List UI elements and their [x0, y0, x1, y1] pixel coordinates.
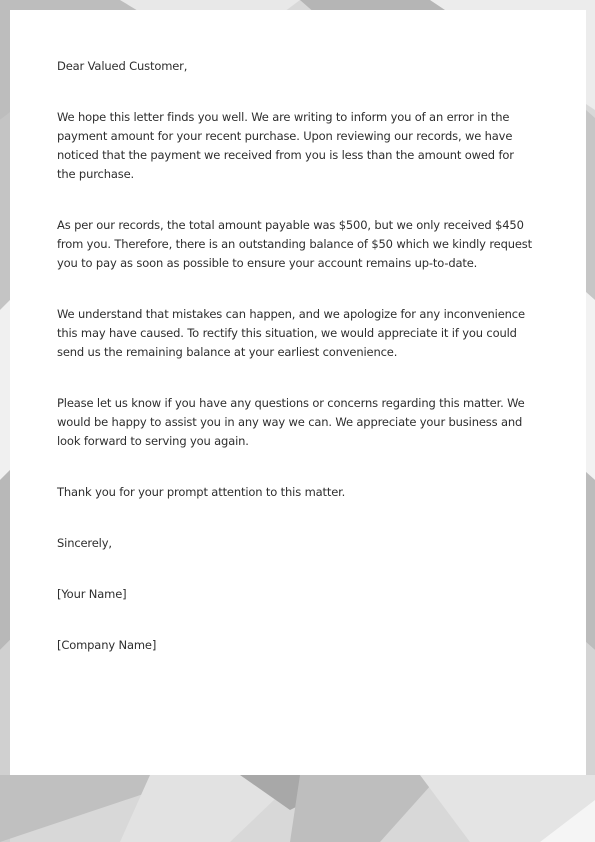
- paragraph-questions: Please let us know if you have any questions or concerns regarding this matter. We would be happy to assist you in any way we can. We appreciate your business and look forward to serving you again.: [57, 396, 525, 448]
- paragraph-balance: As per our records, the total amount payable was $500, but we only received $450 from you. Therefore, there is an outstanding balance of $50 which we kindly request you to pay as soon as possible to ensure your account remains up-to-date.: [57, 218, 532, 270]
- letter-page: [10, 10, 586, 775]
- signature-company: [Company Name]: [57, 638, 157, 652]
- paragraph-thanks: Thank you for your prompt attention to this matter.: [57, 485, 346, 499]
- paragraph-error-notice: We hope this letter finds you well. We are writing to inform you of an error in the payment amount for your recent purchase. Upon reviewing our records, we have noticed that the payment we received from you is less than the amount owed for the purchase.: [57, 110, 514, 181]
- paragraph-apology: We understand that mistakes can happen, and we apologize for any inconvenience this may have caused. To rectify this situation, we would appreciate it if you could send us the remaining balance at your earliest convenience.: [57, 307, 525, 359]
- closing: Sincerely,: [57, 536, 112, 550]
- greeting: Dear Valued Customer,: [57, 59, 188, 73]
- signature-name: [Your Name]: [57, 587, 127, 601]
- letter-body: [57, 57, 535, 655]
